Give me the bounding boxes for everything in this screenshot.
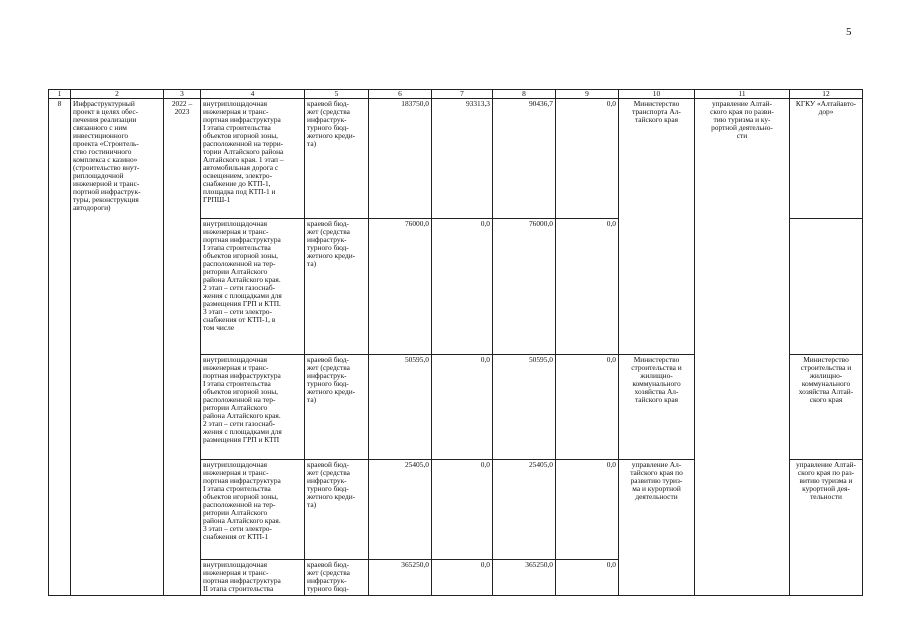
column-number: 5 bbox=[305, 90, 369, 99]
recipient bbox=[790, 219, 863, 355]
amount-total: 50595,0 bbox=[369, 355, 432, 460]
column-number-row bbox=[49, 90, 863, 99]
responsible-executor: управление Ал- тайского края по развитию туриз- ма и курортной деятельности bbox=[619, 460, 695, 596]
amount-other: 0,0 bbox=[556, 355, 619, 460]
amount-2022: 0,0 bbox=[432, 460, 493, 560]
column-number: 1 bbox=[49, 90, 71, 99]
amount-2022: 93313,3 bbox=[432, 99, 493, 219]
responsible-executor: Министерство транспорта Ал- тайского края bbox=[619, 99, 695, 355]
column-number: 11 bbox=[695, 90, 790, 99]
funding-source: краевой бюд- жет (средства инфраструк- турного бюд- bbox=[305, 560, 369, 596]
table-row bbox=[49, 99, 863, 219]
amount-2023: 90436,7 bbox=[493, 99, 556, 219]
amount-2022: 0,0 bbox=[432, 560, 493, 596]
column-number: 2 bbox=[71, 90, 164, 99]
column-number: 4 bbox=[201, 90, 305, 99]
column-number: 9 bbox=[556, 90, 619, 99]
column-number: 8 bbox=[493, 90, 556, 99]
amount-2023: 76000,0 bbox=[493, 219, 556, 355]
amount-2022: 0,0 bbox=[432, 219, 493, 355]
column-number: 7 bbox=[432, 90, 493, 99]
recipient: управление Алтай- ского края по раз- витию туризма и курортной дея- тельности bbox=[790, 460, 863, 596]
page-number: 5 bbox=[846, 26, 852, 38]
object-description: внутриплощадочная инженерная и транс- портная инфраструктура I этапа строительства объектов игорной зоны, расположенной на тер- ритории Алтайского района Алтайского края. 2 этап – сети газоснаб- жения с площадками для размещения ГРП и КТП bbox=[201, 355, 305, 460]
responsible-executor: Министерство строительства и жилищно- коммунального хозяйства Ал- тайского края bbox=[619, 355, 695, 460]
funding-source: краевой бюд- жет (средства инфраструк- турного бюд- жетного креди- та) bbox=[305, 460, 369, 560]
amount-other: 0,0 bbox=[556, 219, 619, 355]
column-number: 3 bbox=[164, 90, 201, 99]
row-number: 8 bbox=[49, 99, 71, 596]
amount-total: 25405,0 bbox=[369, 460, 432, 560]
funding-source: краевой бюд- жет (средства инфраструк- турного бюд- жетного креди- та) bbox=[305, 99, 369, 219]
amount-2023: 25405,0 bbox=[493, 460, 556, 560]
funding-source: краевой бюд- жет (средства инфраструк- турного бюд- жетного креди- та) bbox=[305, 219, 369, 355]
project-name: Инфраструктурный проект в целях обес- печения реализации связанного с ним инвестиционного проекта «Строитель- ство гостиничного комплекса с казино» (строительство внут- риплощадочной инженерной и транс- портной инфраструк- туры, реконструкция автодороги) bbox=[71, 99, 164, 596]
co-executor: управление Алтай- ского края по разви- тию туризма и ку- рортной деятельно- сти bbox=[695, 99, 790, 596]
amount-other: 0,0 bbox=[556, 99, 619, 219]
amount-total: 365250,0 bbox=[369, 560, 432, 596]
project-years: 2022 – 2023 bbox=[164, 99, 201, 596]
object-description: внутриплощадочная инженерная и транс- портная инфраструктура I этапа строительства объектов игорной зоны, расположенной на терри- тории Алтайского района Алтайского края. 1 этап – автомобильная дорога с освещением, электро- снабжение до КТП-1, площадка под КТП-1 и ГРПШ-1 bbox=[201, 99, 305, 219]
amount-total: 76000,0 bbox=[369, 219, 432, 355]
amount-2022: 0,0 bbox=[432, 355, 493, 460]
column-number: 12 bbox=[790, 90, 863, 99]
column-number: 6 bbox=[369, 90, 432, 99]
amount-other: 0,0 bbox=[556, 560, 619, 596]
amount-other: 0,0 bbox=[556, 460, 619, 560]
column-number: 10 bbox=[619, 90, 695, 99]
funding-source: краевой бюд- жет (средства инфраструк- турного бюд- жетного креди- та) bbox=[305, 355, 369, 460]
recipient: КГКУ «Алтайавто- дор» bbox=[790, 99, 863, 219]
amount-2023: 365250,0 bbox=[493, 560, 556, 596]
object-description: внутриплощадочная инженерная и транс- портная инфраструктура I этапа строительства объектов игорной зоны, расположенной на тер- ритории Алтайского района Алтайского края. 3 этап – сети электро- снабжения от КТП-1 bbox=[201, 460, 305, 560]
recipient: Министерство строительства и жилищно- коммунального хозяйства Алтай- ского края bbox=[790, 355, 863, 460]
object-description: внутриплощадочная инженерная и транс- портная инфраструктура I этапа строительства объектов игорной зоны, расположенной на тер- ритории Алтайского района Алтайского края. 2 этап – сети газоснаб- жения с площадками для размещения ГРП и КТП. 3 этап – сети электро- снабжения от КТП-1, в том числе bbox=[201, 219, 305, 355]
amount-total: 183750,0 bbox=[369, 99, 432, 219]
amount-2023: 50595,0 bbox=[493, 355, 556, 460]
program-table bbox=[48, 89, 863, 596]
object-description: внутриплощадочная инженерная и транс- портная инфраструктура II этапа строительства bbox=[201, 560, 305, 596]
